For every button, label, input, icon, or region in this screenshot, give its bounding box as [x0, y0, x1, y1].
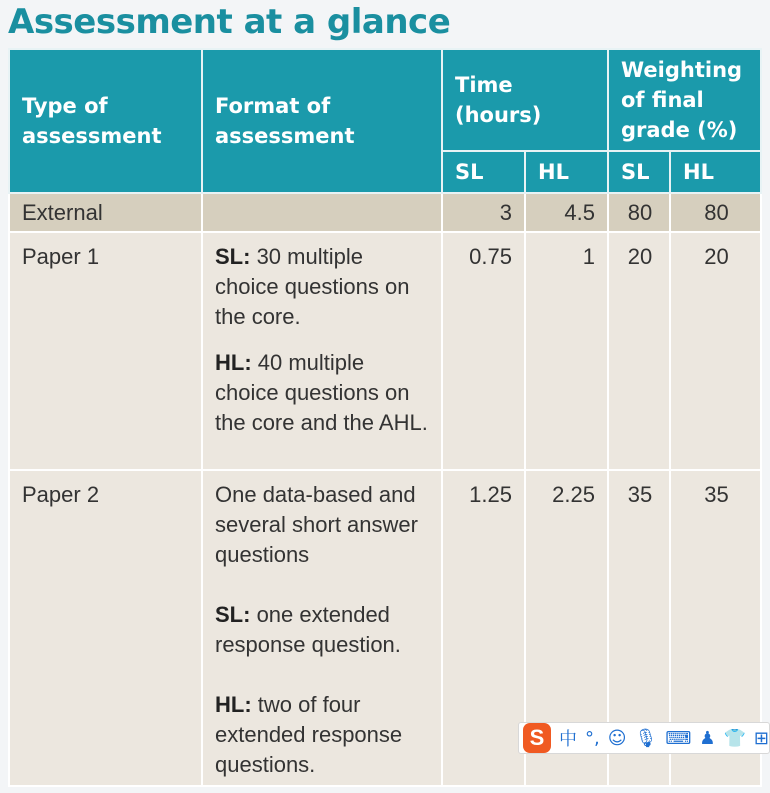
page-title: Assessment at a glance — [8, 2, 451, 42]
hl-label: HL: — [215, 350, 252, 375]
cell-weight-sl: 80 — [608, 193, 670, 232]
cell-format — [202, 470, 442, 786]
cell-type: External — [9, 193, 202, 232]
sl-text: one extended response question. — [215, 602, 401, 657]
cell-type: Paper 1 — [9, 232, 202, 470]
cell-time-hl: 2.25 — [525, 470, 608, 786]
format-intro: One data-based and several short answer questions — [215, 482, 418, 567]
format-sl — [215, 242, 431, 332]
cell-format — [202, 193, 442, 232]
hl-label: HL: — [215, 692, 252, 717]
sl-label: SL: — [215, 244, 251, 269]
ime-emoji-icon[interactable]: ☺ — [607, 727, 627, 749]
ime-toolbar[interactable] — [518, 722, 770, 754]
ime-user-icon[interactable]: ♟ — [699, 727, 716, 749]
format-hl — [215, 690, 431, 780]
ime-logo-icon[interactable]: S — [523, 723, 551, 753]
cell-format — [202, 232, 442, 470]
format-hl — [215, 348, 431, 438]
table-row-paper1 — [9, 232, 761, 470]
header-weight-hl: HL — [670, 151, 761, 193]
cell-weight-hl: 35 — [670, 470, 761, 786]
cell-time-sl: 0.75 — [442, 232, 525, 470]
cell-time-sl: 3 — [442, 193, 525, 232]
ime-punctuation-icon[interactable]: °, — [585, 727, 600, 749]
header-type: Type of assessment — [9, 49, 202, 193]
cell-time-hl: 1 — [525, 232, 608, 470]
ime-microphone-icon[interactable]: 🎙 — [634, 727, 658, 749]
cell-weight-hl: 80 — [670, 193, 761, 232]
format-sl — [215, 600, 431, 660]
cell-weight-hl: 20 — [670, 232, 761, 470]
header-row — [9, 49, 761, 151]
cell-time-hl: 4.5 — [525, 193, 608, 232]
header-time-hl: HL — [525, 151, 608, 193]
ime-grid-menu-icon[interactable]: ⊞ — [753, 727, 769, 749]
ime-keyboard-icon[interactable]: ⌨ — [665, 727, 692, 749]
header-time-sl: SL — [442, 151, 525, 193]
ime-skin-icon[interactable]: 👕 — [723, 727, 746, 749]
ime-chinese-mode-icon[interactable]: 中 — [559, 729, 577, 750]
hl-text: 40 multiple choice questions on the core and the AHL. — [215, 350, 428, 435]
header-format: Format of assessment — [202, 49, 442, 193]
assessment-table — [8, 48, 762, 787]
header-time: Time (hours) — [442, 49, 608, 151]
hl-text: two of four extended response questions. — [215, 692, 403, 777]
cell-type: Paper 2 — [9, 470, 202, 786]
header-weighting: Weighting of final grade (%) — [608, 49, 761, 151]
cell-weight-sl: 35 — [608, 470, 670, 786]
cell-weight-sl: 20 — [608, 232, 670, 470]
cell-time-sl: 1.25 — [442, 470, 525, 786]
header-weight-sl: SL — [608, 151, 670, 193]
table-row-external — [9, 193, 761, 232]
sl-text: 30 multiple choice questions on the core. — [215, 244, 410, 329]
sl-label: SL: — [215, 602, 251, 627]
